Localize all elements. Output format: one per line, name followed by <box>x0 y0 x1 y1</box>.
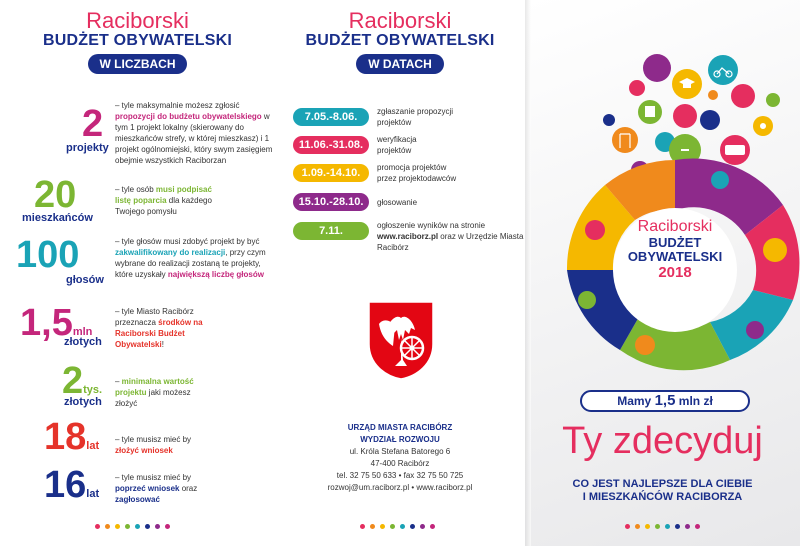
middle-heading <box>275 8 525 74</box>
subheadline: CO JEST NAJLEPSZE DLA CIEBIE I MIESZKAŃCÓW RACIBORZA <box>572 478 753 503</box>
stat-residents <box>20 174 265 228</box>
left-pill: W LICZBACH <box>88 54 188 74</box>
stat-number: 16lat <box>44 464 100 506</box>
date-row <box>293 221 524 252</box>
decor-dots <box>625 524 700 529</box>
stat-unit: złotych <box>64 336 102 348</box>
stat-desc: – tyle musisz mieć by poprzeć wniosek oraz zagłosować <box>115 473 198 504</box>
cover-logo-red: Raciborski <box>637 218 713 235</box>
date-text: ogłoszenie wyników na stronie www.raciborz.pl oraz w Urzędzie Miasta Racibórz <box>377 221 524 252</box>
stat-number: 18lat <box>44 416 100 458</box>
decor-dots <box>360 524 435 529</box>
date-text: weryfikacja projektów <box>377 135 417 155</box>
date-text: zgłaszanie propozycji projektów <box>377 107 454 127</box>
stat-desc: – tyle Miasto Racibórz przeznacza środków na Raciborski Budżet Obywatelski! <box>115 307 203 349</box>
left-title-red: Raciborski <box>86 8 189 33</box>
stat-unit: mieszkańców <box>22 212 93 224</box>
office-street: ul. Króla Stefana Batorego 6 <box>349 447 451 456</box>
stat-desc: – tyle maksymalnie możesz zgłosić propozycji do budżetu obywatelskiego w tym 1 projekt lokalny (skierowany do mieszkańców strefy, w której mieszkasz) i 1 projekt ogólnomiejski, który swym zasięgiem obejmie wszystkich Raciborzan <box>115 101 273 165</box>
cover-logo-blue2: OBYWATELSKI <box>627 249 723 264</box>
stat-desc: – tyle musisz mieć by złożyć wniosek <box>115 435 192 455</box>
date-pill: 11.06.-31.08. <box>293 136 369 154</box>
headline: Ty zdecyduj <box>562 420 763 462</box>
middle-pill: W DATACH <box>356 54 444 74</box>
left-title-blue: BUDŻET OBYWATELSKI <box>42 32 233 49</box>
date-row <box>293 108 523 130</box>
stat-desc: – tyle głosów musi zdobyć projekt by być zakwalifikowany do realizacji, przy czym wybrane do realizacji zostaną te projekty, które uzyskały największą liczbę głosów <box>115 237 266 279</box>
decor-dots <box>95 524 170 529</box>
office-phones: tel. 32 75 50 633 • fax 32 75 50 725 <box>336 471 464 480</box>
stat-number: 2 <box>82 103 104 145</box>
stat-number: 100 <box>16 234 80 276</box>
stat-unit: projekty <box>66 142 109 154</box>
stat-desc: – tyle osób musi podpisać listę poparcia dla każdego Twojego pomysłu <box>115 185 212 216</box>
left-heading <box>0 8 275 74</box>
stat-min-value <box>20 362 265 410</box>
stat-number: 2tys. <box>62 360 103 402</box>
office-address <box>275 422 525 494</box>
middle-title-red: Raciborski <box>348 8 452 33</box>
date-pill: 15.10.-28.10. <box>293 193 369 211</box>
stat-age-vote <box>20 466 265 506</box>
stat-unit: złotych <box>64 396 102 408</box>
stat-age-submit <box>20 418 265 458</box>
cover-logo <box>613 218 737 281</box>
office-name: URZĄD MIASTA RACIBÓRZ <box>347 423 453 432</box>
coat-of-arms-icon <box>367 300 435 380</box>
office-city: 47-400 Racibórz <box>370 459 430 468</box>
office-department: WYDZIAŁ ROZWOJU <box>360 435 440 444</box>
date-pill: 7.11. <box>293 222 369 240</box>
stat-votes <box>16 234 266 296</box>
date-pill: 7.05.-8.06. <box>293 108 369 126</box>
stat-projects <box>20 100 273 170</box>
stat-desc: – minimalna wartość projektu jaki możesz złożyć <box>115 377 194 408</box>
stat-budget <box>20 304 265 359</box>
panel-cover <box>525 0 800 546</box>
date-text: głosowanie <box>377 198 418 207</box>
panel-in-numbers <box>0 0 275 546</box>
middle-title-blue: BUDŻET OBYWATELSKI <box>305 32 495 49</box>
date-pill: 1.09.-14.10. <box>293 164 369 182</box>
date-row <box>293 136 523 158</box>
stat-number: 20 <box>34 174 77 216</box>
cover-logo-year: 2018 <box>658 264 692 281</box>
date-text: promocja projektów przez projektodawców <box>377 163 457 183</box>
cover-logo-blue1: BUDŻET <box>648 235 702 250</box>
stat-number: 1,5mln <box>20 302 93 344</box>
date-row <box>293 164 523 186</box>
panel-in-dates <box>275 0 525 546</box>
office-web: rozwoj@um.raciborz.pl • www.raciborz.pl <box>327 483 473 492</box>
colorful-ring-graphic <box>525 0 800 380</box>
stat-unit: głosów <box>66 274 104 286</box>
date-row <box>293 193 523 215</box>
amount-badge: Mamy 1,5 mln zł <box>580 390 750 412</box>
